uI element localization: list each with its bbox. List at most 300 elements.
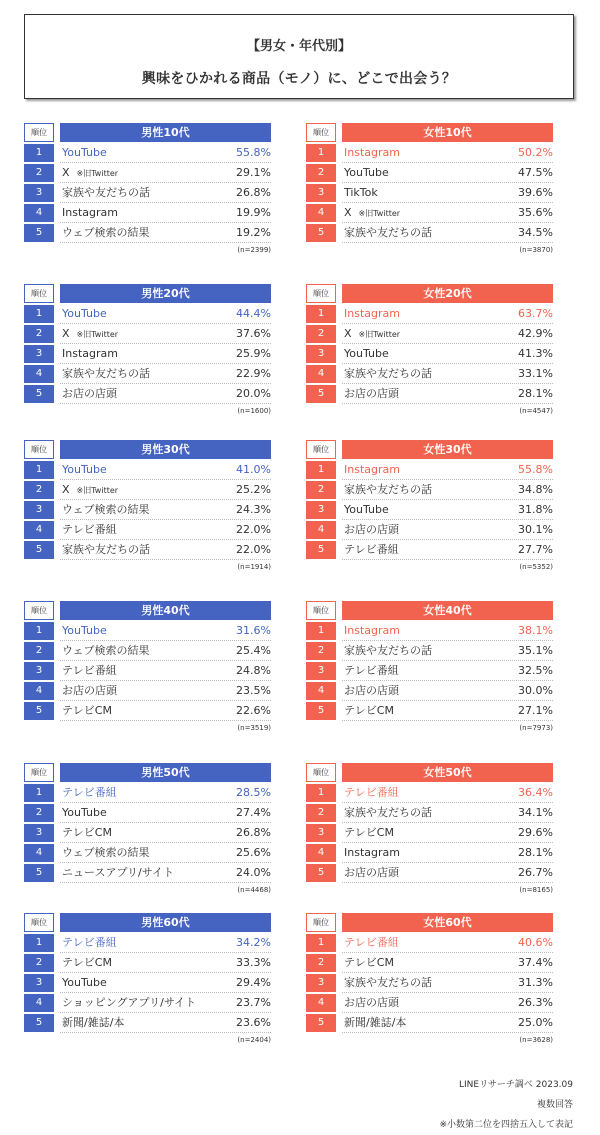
row-label: YouTube xyxy=(62,463,107,476)
table-row xyxy=(306,682,553,701)
table-row xyxy=(24,642,271,661)
table-row xyxy=(306,204,553,223)
female-ranking-table xyxy=(306,284,553,419)
sample-size: (n=1600) xyxy=(237,407,271,415)
table-title: 男性30代 xyxy=(60,440,271,459)
row-label: お店の店頭 xyxy=(62,387,117,400)
row-value: 29.1% xyxy=(236,166,271,179)
row-value: 41.3% xyxy=(518,347,553,360)
row-value: 47.5% xyxy=(518,166,553,179)
sample-size: (n=8165) xyxy=(519,886,553,894)
rank-number: 4 xyxy=(24,844,54,862)
rank-header: 順位 xyxy=(24,440,54,459)
male-ranking-table xyxy=(24,763,271,898)
rank-number: 3 xyxy=(24,184,54,202)
row-label-note: ※旧Twitter xyxy=(76,169,119,178)
row-divider xyxy=(342,640,553,641)
rank-header: 順位 xyxy=(306,601,336,620)
female-ranking-table xyxy=(306,601,553,736)
sample-size: (n=7973) xyxy=(519,724,553,732)
row-label: テレビCM xyxy=(344,826,394,839)
rank-number: 5 xyxy=(24,1014,54,1032)
rank-number: 1 xyxy=(306,622,336,640)
row-value: 38.1% xyxy=(518,624,553,637)
row-divider xyxy=(60,700,271,701)
rank-number: 5 xyxy=(306,864,336,882)
row-value: 24.3% xyxy=(236,503,271,516)
row-label-wrap xyxy=(344,954,394,972)
row-divider xyxy=(342,680,553,681)
row-value: 55.8% xyxy=(518,463,553,476)
row-divider xyxy=(342,972,553,973)
row-label-wrap xyxy=(344,662,399,680)
row-label: テレビ番組 xyxy=(344,786,399,799)
row-value: 22.9% xyxy=(236,367,271,380)
row-label: 家族や友だちの話 xyxy=(344,483,432,496)
rank-number: 5 xyxy=(24,224,54,242)
row-label-wrap xyxy=(344,994,399,1012)
row-divider xyxy=(342,1012,553,1013)
rank-number: 1 xyxy=(306,144,336,162)
footer-rounding-note: ※小数第二位を四捨五入して表記 xyxy=(439,1120,573,1130)
row-label: YouTube xyxy=(62,976,107,989)
rank-number: 4 xyxy=(306,365,336,383)
table-row xyxy=(306,385,553,404)
row-label: Instagram xyxy=(344,846,400,859)
row-label-wrap xyxy=(62,164,118,183)
row-label: お店の店頭 xyxy=(344,387,399,400)
table-row xyxy=(24,934,271,953)
row-label-wrap xyxy=(62,144,107,162)
rank-header: 順位 xyxy=(306,284,336,303)
row-label: TikTok xyxy=(344,186,378,199)
table-row xyxy=(306,1014,553,1033)
table-row xyxy=(24,994,271,1013)
row-label-wrap xyxy=(344,824,394,842)
row-value: 39.6% xyxy=(518,186,553,199)
row-divider xyxy=(60,323,271,324)
row-label-wrap xyxy=(344,541,399,559)
rank-number: 5 xyxy=(306,1014,336,1032)
rank-number: 4 xyxy=(24,204,54,222)
row-divider xyxy=(342,363,553,364)
table-title: 男性20代 xyxy=(60,284,271,303)
row-divider xyxy=(60,972,271,973)
rank-number: 1 xyxy=(24,305,54,323)
row-divider xyxy=(60,1032,271,1033)
female-ranking-table xyxy=(306,763,553,898)
row-label: テレビ番組 xyxy=(344,543,399,556)
row-label-wrap xyxy=(62,994,196,1012)
row-value: 26.8% xyxy=(236,826,271,839)
row-label: YouTube xyxy=(62,307,107,320)
row-label: X xyxy=(62,327,70,340)
table-row xyxy=(24,345,271,364)
table-title: 女性30代 xyxy=(342,440,553,459)
row-label-wrap xyxy=(62,385,117,403)
row-label: YouTube xyxy=(62,624,107,637)
row-label-wrap xyxy=(62,682,117,700)
rank-number: 3 xyxy=(24,501,54,519)
row-label-wrap xyxy=(344,622,400,640)
table-row xyxy=(24,481,271,500)
row-label: テレビCM xyxy=(62,704,112,717)
row-divider xyxy=(60,640,271,641)
table-title: 女性10代 xyxy=(342,123,553,142)
rank-number: 3 xyxy=(306,824,336,842)
row-label-wrap xyxy=(344,144,400,162)
row-value: 25.4% xyxy=(236,644,271,657)
row-divider xyxy=(342,479,553,480)
rank-number: 5 xyxy=(24,702,54,720)
row-value: 25.0% xyxy=(518,1016,553,1029)
rank-number: 1 xyxy=(24,784,54,802)
row-label: ウェブ検索の結果 xyxy=(62,226,150,239)
row-value: 31.6% xyxy=(236,624,271,637)
row-value: 27.1% xyxy=(518,704,553,717)
row-value: 29.4% xyxy=(236,976,271,989)
table-title: 男性10代 xyxy=(60,123,271,142)
row-label: テレビCM xyxy=(62,956,112,969)
row-label-wrap xyxy=(62,345,118,363)
row-value: 28.1% xyxy=(518,387,553,400)
table-row xyxy=(24,1014,271,1033)
rank-number: 5 xyxy=(306,541,336,559)
row-label-wrap xyxy=(62,662,117,680)
rank-number: 1 xyxy=(24,461,54,479)
rank-header: 順位 xyxy=(24,763,54,782)
row-label: テレビ番組 xyxy=(62,664,117,677)
rank-header: 順位 xyxy=(306,763,336,782)
row-label: テレビ番組 xyxy=(62,936,117,949)
row-divider xyxy=(342,882,553,883)
table-row xyxy=(24,461,271,480)
row-divider xyxy=(342,842,553,843)
rank-number: 3 xyxy=(306,974,336,992)
row-label: X xyxy=(344,327,352,340)
row-label: YouTube xyxy=(344,347,389,360)
row-label: お店の店頭 xyxy=(344,996,399,1009)
rank-number: 1 xyxy=(306,934,336,952)
rank-number: 3 xyxy=(24,974,54,992)
rank-number: 5 xyxy=(24,864,54,882)
rank-header: 順位 xyxy=(24,284,54,303)
row-divider xyxy=(60,862,271,863)
rank-number: 4 xyxy=(306,682,336,700)
rank-header: 順位 xyxy=(306,440,336,459)
row-label-wrap xyxy=(344,184,378,202)
female-ranking-table xyxy=(306,440,553,575)
row-divider xyxy=(342,862,553,863)
row-label-wrap xyxy=(344,974,432,992)
row-value: 35.6% xyxy=(518,206,553,219)
table-title: 女性20代 xyxy=(342,284,553,303)
table-row xyxy=(24,204,271,223)
male-ranking-table xyxy=(24,601,271,736)
row-divider xyxy=(60,499,271,500)
row-divider xyxy=(60,822,271,823)
row-value: 35.1% xyxy=(518,644,553,657)
row-label-wrap xyxy=(344,784,399,802)
table-row xyxy=(24,702,271,721)
row-label-wrap xyxy=(344,1014,406,1032)
row-value: 37.6% xyxy=(236,327,271,340)
row-label: YouTube xyxy=(62,146,107,159)
table-row xyxy=(306,305,553,324)
rank-number: 1 xyxy=(306,305,336,323)
row-label-wrap xyxy=(62,784,117,802)
table-row xyxy=(24,365,271,384)
row-divider xyxy=(60,842,271,843)
row-divider xyxy=(342,403,553,404)
row-divider xyxy=(342,323,553,324)
row-label: 新聞/雑誌/本 xyxy=(62,1016,125,1029)
row-value: 23.7% xyxy=(236,996,271,1009)
male-ranking-table xyxy=(24,440,271,575)
table-row xyxy=(306,994,553,1013)
row-divider xyxy=(342,720,553,721)
table-row xyxy=(306,864,553,883)
row-label-wrap xyxy=(344,224,432,242)
row-label: Instagram xyxy=(62,347,118,360)
row-label-wrap xyxy=(62,804,107,822)
male-ranking-table xyxy=(24,284,271,419)
row-value: 33.3% xyxy=(236,956,271,969)
row-value: 34.1% xyxy=(518,806,553,819)
row-divider xyxy=(60,519,271,520)
rank-header: 順位 xyxy=(24,123,54,142)
row-value: 50.2% xyxy=(518,146,553,159)
table-row xyxy=(306,481,553,500)
row-label: X xyxy=(62,483,70,496)
row-label-wrap xyxy=(344,345,389,363)
table-row xyxy=(24,144,271,163)
row-label-note: ※旧Twitter xyxy=(76,330,119,339)
table-row xyxy=(24,521,271,540)
row-label-wrap xyxy=(344,501,389,519)
table-row xyxy=(24,864,271,883)
row-divider xyxy=(342,952,553,953)
row-value: 26.7% xyxy=(518,866,553,879)
table-row xyxy=(306,934,553,953)
row-value: 28.5% xyxy=(236,786,271,799)
row-value: 25.2% xyxy=(236,483,271,496)
row-divider xyxy=(342,802,553,803)
rank-number: 3 xyxy=(306,662,336,680)
row-divider xyxy=(60,383,271,384)
row-divider xyxy=(60,559,271,560)
row-label-wrap xyxy=(344,702,394,720)
rank-number: 1 xyxy=(306,461,336,479)
row-label: お店の店頭 xyxy=(62,684,117,697)
table-title: 女性60代 xyxy=(342,913,553,932)
row-divider xyxy=(342,539,553,540)
rank-number: 5 xyxy=(24,385,54,403)
row-value: 22.0% xyxy=(236,523,271,536)
row-label-wrap xyxy=(62,461,107,479)
row-label: Instagram xyxy=(344,624,400,637)
table-row xyxy=(24,501,271,520)
row-divider xyxy=(342,1032,553,1033)
rank-number: 1 xyxy=(24,934,54,952)
row-label-wrap xyxy=(62,325,118,344)
row-divider xyxy=(60,343,271,344)
rank-number: 2 xyxy=(24,325,54,343)
table-title: 男性50代 xyxy=(60,763,271,782)
table-row xyxy=(24,682,271,701)
table-row xyxy=(306,662,553,681)
row-value: 22.0% xyxy=(236,543,271,556)
row-value: 44.4% xyxy=(236,307,271,320)
row-value: 19.9% xyxy=(236,206,271,219)
row-label: 家族や友だちの話 xyxy=(344,806,432,819)
table-row xyxy=(24,804,271,823)
rank-number: 5 xyxy=(24,541,54,559)
sample-size: (n=3519) xyxy=(237,724,271,732)
rank-header: 順位 xyxy=(24,913,54,932)
row-label-wrap xyxy=(344,164,389,182)
row-value: 25.9% xyxy=(236,347,271,360)
row-divider xyxy=(60,479,271,480)
row-label-wrap xyxy=(62,224,150,242)
rank-number: 3 xyxy=(24,345,54,363)
table-row xyxy=(24,541,271,560)
row-label-wrap xyxy=(344,642,432,660)
row-divider xyxy=(60,660,271,661)
rank-number: 3 xyxy=(24,662,54,680)
row-label-wrap xyxy=(62,184,150,202)
table-title: 女性40代 xyxy=(342,601,553,620)
rank-number: 2 xyxy=(306,325,336,343)
row-label: 家族や友だちの話 xyxy=(62,543,150,556)
row-label-wrap xyxy=(344,521,399,539)
row-label: ウェブ検索の結果 xyxy=(62,846,150,859)
row-value: 40.6% xyxy=(518,936,553,949)
row-label-wrap xyxy=(344,804,432,822)
table-row xyxy=(306,184,553,203)
row-label: テレビCM xyxy=(62,826,112,839)
row-divider xyxy=(60,222,271,223)
rank-number: 4 xyxy=(24,365,54,383)
table-row xyxy=(24,662,271,681)
female-ranking-table xyxy=(306,913,553,1048)
row-divider xyxy=(60,162,271,163)
sample-size: (n=2404) xyxy=(237,1036,271,1044)
row-value: 32.5% xyxy=(518,664,553,677)
table-row xyxy=(24,305,271,324)
row-label: YouTube xyxy=(62,806,107,819)
row-value: 55.8% xyxy=(236,146,271,159)
row-value: 28.1% xyxy=(518,846,553,859)
sample-size: (n=4468) xyxy=(237,886,271,894)
row-label: お店の店頭 xyxy=(344,684,399,697)
rank-number: 2 xyxy=(24,164,54,182)
table-row xyxy=(306,642,553,661)
table-row xyxy=(306,501,553,520)
row-label-wrap xyxy=(62,864,174,882)
row-divider xyxy=(60,182,271,183)
row-value: 31.3% xyxy=(518,976,553,989)
row-value: 42.9% xyxy=(518,327,553,340)
row-label: 家族や友だちの話 xyxy=(344,644,432,657)
rank-number: 4 xyxy=(24,521,54,539)
title-box xyxy=(24,14,574,99)
rank-number: 5 xyxy=(306,385,336,403)
row-label-wrap xyxy=(62,521,117,539)
row-value: 25.6% xyxy=(236,846,271,859)
row-value: 24.0% xyxy=(236,866,271,879)
row-label: テレビ番組 xyxy=(344,936,399,949)
table-row xyxy=(306,954,553,973)
rank-number: 4 xyxy=(306,844,336,862)
row-value: 26.3% xyxy=(518,996,553,1009)
rank-header: 順位 xyxy=(24,601,54,620)
title-category: 【男女・年代別】 xyxy=(246,39,351,54)
row-value: 36.4% xyxy=(518,786,553,799)
rank-number: 5 xyxy=(306,224,336,242)
row-label: ウェブ検索の結果 xyxy=(62,503,150,516)
row-label-wrap xyxy=(62,974,107,992)
row-label: YouTube xyxy=(344,166,389,179)
row-divider xyxy=(342,519,553,520)
sample-size: (n=3870) xyxy=(519,246,553,254)
table-row xyxy=(306,702,553,721)
row-label-wrap xyxy=(344,864,399,882)
row-label: 家族や友だちの話 xyxy=(344,976,432,989)
row-divider xyxy=(342,242,553,243)
rank-number: 2 xyxy=(24,642,54,660)
row-divider xyxy=(342,660,553,661)
row-label-wrap xyxy=(62,481,118,500)
rank-number: 4 xyxy=(24,682,54,700)
sample-size: (n=4547) xyxy=(519,407,553,415)
rank-number: 3 xyxy=(24,824,54,842)
rank-number: 3 xyxy=(306,184,336,202)
row-label: Instagram xyxy=(344,146,400,159)
row-divider xyxy=(342,222,553,223)
row-divider xyxy=(342,182,553,183)
row-divider xyxy=(342,343,553,344)
table-row xyxy=(24,224,271,243)
row-value: 34.5% xyxy=(518,226,553,239)
row-value: 34.8% xyxy=(518,483,553,496)
rank-number: 4 xyxy=(306,204,336,222)
row-value: 27.4% xyxy=(236,806,271,819)
row-value: 63.7% xyxy=(518,307,553,320)
row-label-wrap xyxy=(62,1014,124,1032)
row-label-wrap xyxy=(62,622,107,640)
rank-number: 4 xyxy=(306,521,336,539)
row-label: お店の店頭 xyxy=(344,523,399,536)
row-label: YouTube xyxy=(344,503,389,516)
row-label-wrap xyxy=(62,702,112,720)
table-row xyxy=(306,784,553,803)
row-label-wrap xyxy=(62,541,150,559)
rank-number: 2 xyxy=(24,954,54,972)
table-row xyxy=(24,325,271,344)
table-row xyxy=(24,385,271,404)
rank-header: 順位 xyxy=(306,123,336,142)
row-value: 34.2% xyxy=(236,936,271,949)
rank-number: 2 xyxy=(306,954,336,972)
page-title: 興味をひかれる商品（モノ）に、どこで出会う？ xyxy=(141,71,457,87)
table-row xyxy=(306,974,553,993)
row-label-wrap xyxy=(62,305,107,323)
row-label-note: ※旧Twitter xyxy=(358,209,401,218)
rank-number: 2 xyxy=(306,642,336,660)
row-label-wrap xyxy=(344,934,399,952)
female-ranking-table xyxy=(306,123,553,258)
